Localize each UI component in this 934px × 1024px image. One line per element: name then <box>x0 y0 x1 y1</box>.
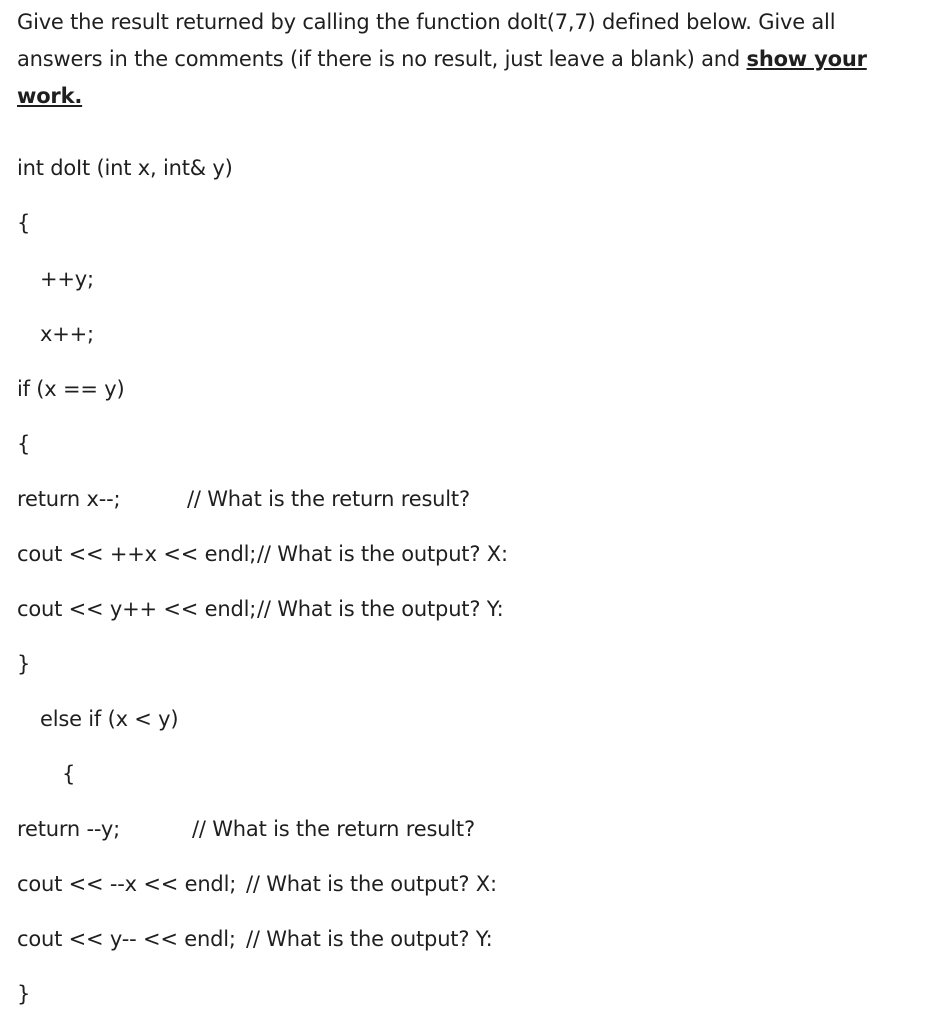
return-x-line: return x--; <box>17 487 121 511</box>
post-increment-x: x++; <box>40 322 94 346</box>
if-statement: if (x == y) <box>17 377 125 401</box>
cout-x-line-1: cout << ++x << endl; <box>17 542 257 566</box>
else-if-statement: else if (x < y) <box>40 707 179 731</box>
cout-y-line-2: cout << y-- << endl; <box>17 927 236 951</box>
cout-y-line-1: cout << y++ << endl; <box>17 597 257 621</box>
cout-y-comment-2: // What is the output? Y: <box>246 927 493 951</box>
open-brace-function: { <box>17 211 31 235</box>
cout-x-line-2: cout << --x << endl; <box>17 872 237 896</box>
question-prompt <box>17 4 927 115</box>
return-x-comment: // What is the return result? <box>187 487 470 511</box>
question-text: Give the result returned by calling the function doIt(7,7) defined below. Give all answers in the comments (if there is no result, just leave a blank) and <box>17 10 836 71</box>
return-y-line: return --y; <box>17 817 120 841</box>
cout-x-comment-1: // What is the output? X: <box>257 542 508 566</box>
function-signature: int doIt (int x, int& y) <box>17 156 233 180</box>
pre-increment-y: ++y; <box>40 267 94 291</box>
open-brace-else-if: { <box>62 762 76 786</box>
return-y-comment: // What is the return result? <box>192 817 475 841</box>
close-brace-if: } <box>17 652 31 676</box>
close-brace-else-if: } <box>17 982 31 1006</box>
cout-x-comment-2: // What is the output? X: <box>246 872 497 896</box>
show-your-work-emphasis: show your work. <box>17 47 867 108</box>
open-brace-if: { <box>17 432 31 456</box>
cout-y-comment-1: // What is the output? Y: <box>257 597 504 621</box>
